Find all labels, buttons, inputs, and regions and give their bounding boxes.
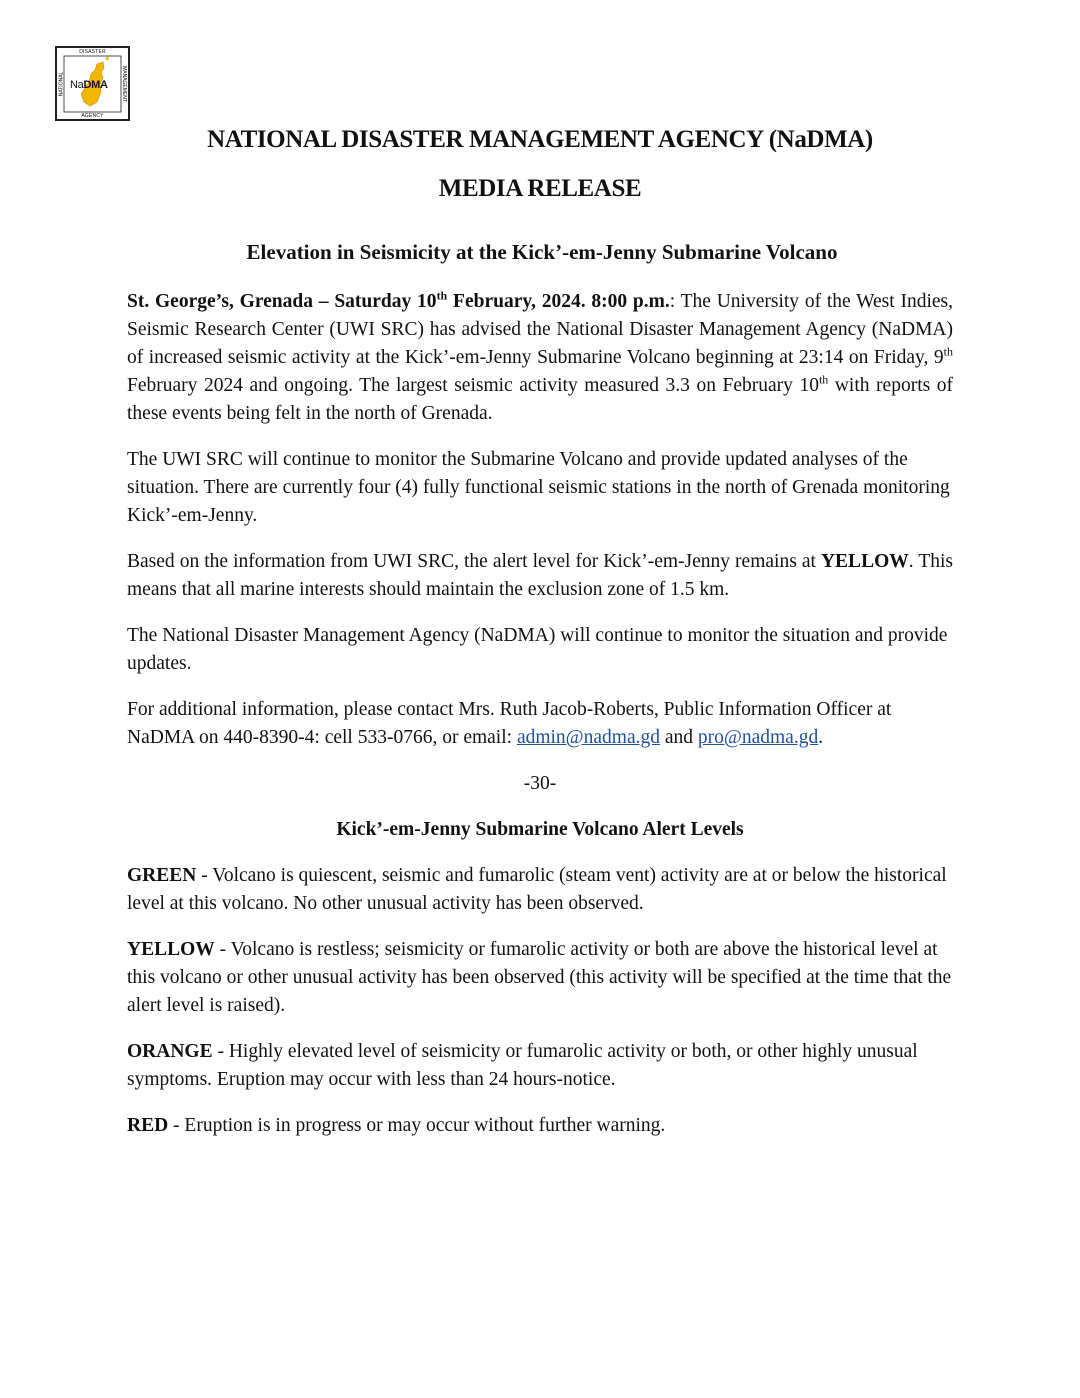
superscript: th bbox=[943, 344, 953, 359]
alert-level-current: YELLOW bbox=[820, 551, 909, 572]
paragraph-text: For additional information, please contact Mrs. Ruth Jacob-Roberts, Public Information Officer at NaDMA on 440-8390-4: cell 533-0766, or email: bbox=[127, 699, 892, 748]
paragraph-3 bbox=[127, 548, 953, 604]
logo-right-text: MANAGEMENT bbox=[121, 65, 128, 102]
paragraph-2: The UWI SRC will continue to monitor the Submarine Volcano and provide updated analyses of the situation. There are currently four (4) fully functional seismic stations in the north of Grenada monitoring Kick’-em-Jenny. bbox=[127, 449, 950, 526]
alert-level-green bbox=[127, 862, 953, 918]
alert-level-red bbox=[127, 1112, 953, 1140]
paragraph-text: February 2024 and ongoing. The largest seismic activity measured 3.3 on February 10 bbox=[127, 375, 819, 396]
paragraph-5 bbox=[127, 696, 953, 752]
alert-level-description: - Highly elevated level of seismicity or fumarolic activity or both, or other highly unusual symptoms. Eruption may occur with less than 24 hours-notice. bbox=[127, 1041, 918, 1090]
logo-top-text: DISASTER bbox=[79, 49, 106, 55]
release-headline: Elevation in Seismicity at the Kick’-em-Jenny Submarine Volcano bbox=[246, 240, 838, 264]
end-mark: -30- bbox=[523, 773, 557, 794]
alert-level-label: GREEN bbox=[127, 865, 197, 886]
paragraph-4: The National Disaster Management Agency (NaDMA) will continue to monitor the situation and provide updates. bbox=[127, 625, 948, 674]
dateline-sup: th bbox=[436, 288, 448, 303]
paragraph-text: . bbox=[818, 727, 824, 748]
logo-bottom-text: AGENCY bbox=[81, 113, 104, 119]
alert-levels-heading: Kick’-em-Jenny Submarine Volcano Alert Levels bbox=[336, 819, 744, 840]
dateline bbox=[127, 288, 670, 312]
email-admin-link[interactable]: admin@nadma.gd bbox=[516, 727, 660, 748]
agency-title: NATIONAL DISASTER MANAGEMENT AGENCY (NaDMA) bbox=[207, 126, 873, 153]
release-body bbox=[127, 288, 953, 1158]
alert-level-yellow bbox=[127, 936, 953, 1020]
logo-brand-prefix: Na bbox=[70, 79, 84, 91]
alert-level-description: - Volcano is restless; seismicity or fumarolic activity or both are above the historical level at this volcano or other unusual activity has been observed (this activity will be specified at the time that the alert level is raised). bbox=[127, 939, 952, 1016]
alert-level-description: - Eruption is in progress or may occur without further warning. bbox=[168, 1115, 666, 1136]
superscript: th bbox=[818, 372, 829, 387]
alert-level-label: RED bbox=[127, 1115, 169, 1136]
alert-level-orange bbox=[127, 1038, 953, 1094]
paragraph-text: Based on the information from UWI SRC, the alert level for Kick’-em-Jenny remains at bbox=[127, 551, 821, 572]
logo-brand bbox=[70, 79, 108, 91]
email-pro-link[interactable]: pro@nadma.gd bbox=[697, 727, 819, 748]
paragraph-1 bbox=[127, 288, 953, 428]
paragraph-text: . This means that all marine interests should maintain the exclusion zone of 1.5 km. bbox=[127, 551, 953, 600]
logo-brand-suffix: DMA bbox=[83, 79, 108, 91]
nadma-logo bbox=[55, 46, 130, 121]
paragraph-text: and bbox=[660, 727, 698, 748]
paragraph-text: : The University of the West Indies, Seismic Research Center (UWI SRC) has advised the National Disaster Management Agency (NaDMA) of increased seismic activity at the Kick’-em-Jenny Submarine Volcano beginning at 23:14 on Friday, 9 bbox=[127, 291, 953, 368]
dateline-part: February, 2024. 8:00 p.m. bbox=[447, 291, 670, 312]
release-type: MEDIA RELEASE bbox=[438, 175, 642, 202]
alert-level-label: YELLOW bbox=[127, 939, 215, 960]
alert-level-label: ORANGE bbox=[127, 1041, 213, 1062]
dateline-part: St. George’s, Grenada – Saturday 10 bbox=[127, 291, 437, 312]
paragraph-text: with reports of these events being felt in the north of Grenada. bbox=[127, 375, 953, 424]
logo-left-text: NATIONAL bbox=[58, 71, 65, 96]
alert-level-description: - Volcano is quiescent, seismic and fumarolic (steam vent) activity are at or below the historical level at this volcano. No other unusual activity has been observed. bbox=[127, 865, 947, 914]
